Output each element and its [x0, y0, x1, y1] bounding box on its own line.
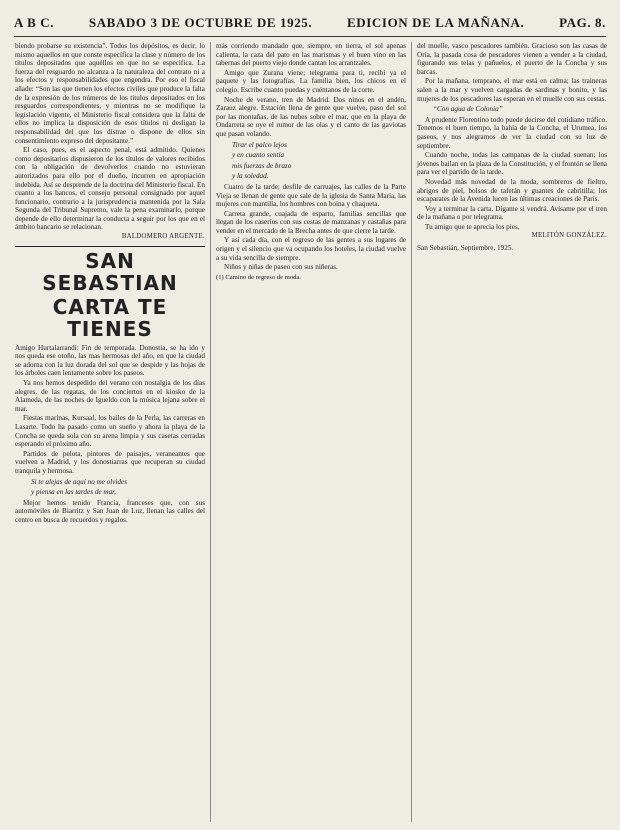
section-divider: [15, 246, 205, 247]
col1-paragraph: Ya nos hemos despedido del verano con nostalgia de los días alegres, de las regatas, de los conciertos en el kiosko de la Alameda, de las noches de Igueldo con la música lejana sobre el mar.: [15, 379, 205, 413]
col2-paragraph: Carreta grande, cuajada de esparto, familias sencillas que llegan de los caseríos con sus cestas de manzanas y castañas para vender en el mercado de la Brecha antes de que cierre la tarde.: [216, 209, 406, 235]
article-headline-city: SAN SEBASTIAN: [42, 248, 178, 295]
author-signature: MELITÓN GONZÁLEZ.: [531, 232, 607, 240]
col2-paragraph: Niños y niñas de paseo con sus niñeras.: [224, 263, 338, 272]
col2-paragraph: Amigo que Zurana viene; telegrama para ti, recibí ya el paquete y las fotografías. La familia bien, los chicos en el colegio. Escribe cuanto puedas y cuéntanos de la corte.: [216, 68, 406, 94]
col3-paragraph: Por la mañana, temprano, el mar está en calma; las traineras salen a la mar y vuelven cargadas de sardinas y bonito, y las mujeres de los pescadores las esperan en el muelle con sus cestas.: [417, 77, 607, 103]
verse-line: mis fuerzas de brazo: [232, 161, 292, 170]
col3-paragraph: Voy a terminar la carta. Dígame si vendrá. Avísame por el tren de la mañana o por telegrama.: [417, 204, 607, 222]
col1-paragraph: Partidos de pelota, pintores de paisajes, veraneantes que vuelven a Madrid, y los donostiarras que recuperan su ciudad tranquila y hermosa.: [15, 449, 205, 475]
col3-paragraph: Cuando noche, todas las campanas de la ciudad suenan; los jóvenes bailan en la plaza de la Constitución, y el frontón se llena para ver el partido de la tarde.: [417, 151, 607, 177]
header-edition: EDICION DE LA MAÑANA.: [347, 15, 525, 30]
col2-paragraph: Cuatro de la tarde; desfile de carruajes, las calles de la Parte Vieja se llenan de gente que sale de la iglesia de Santa María, las mujeres con mantilla, los hombres con boina y chaqueta.: [216, 182, 406, 209]
article-headline-title: CARTA TE TIENES: [52, 294, 168, 341]
col3-paragraph: del muelle, vasco pescadores también. Gracioso son las casas de Oria, la pasada cosa de pescadores vienen a vender a la ciudad, figurando sus telas y pañuelos, el puerto de la Concha y sus barcas.: [417, 42, 607, 76]
header-paper: A B C.: [14, 15, 55, 30]
verse-line: y en cuanto sentía: [232, 151, 285, 160]
page-header: [14, 10, 606, 37]
col2-paragraph: Noche de verano, tren de Madrid. Dos ninos en el andén, Zarauz alegre. Estación llena de gente que vuelve, paso del sol por las montañas, de las nubes sobre el mar, que en la playa de Ondarreta se oye el rumor de las olas y el canto de las gaviotas que pasan volando.: [216, 95, 406, 138]
col1-paragraph: Fiestas marinas, Kursaal, los bailes de la Perla, las carreras en Lasarte. Todo ha pasado como un sueño y ahora la playa de la Concha se queda sola con su arena limpia y sus casetas cerradas esperando el próximo año.: [15, 414, 205, 449]
header-date: SABADO 3 DE OCTUBRE DE 1925.: [88, 15, 313, 30]
verse-line: Si te alejas de aquí no me olvides: [31, 477, 128, 486]
article-columns: [10, 42, 612, 822]
column-3: [411, 42, 612, 822]
col2-paragraph: Y así cada día, con el regreso de las gentes a sus lugares de origen y el silencio que va ocupando los hoteles, la ciudad vuelve a su vida sencilla de siempre.: [216, 236, 406, 262]
col1-paragraph: biendo probarse su existencia”. Todos los depósitos, es decir, lo mismo aquellos en que conste específica la clase y número de los títulos depositados que aquéllos en que no se especifica. La fuerza del resguardo no alcanza a la naturaleza del contrato ni a los efectos y responsabilidades que engendra. Por eso el fiscal añade: “Son las que tienen los efectos civiles que produce la falta de la expresión de los números de los títulos depositados en los resguardos correspondientes, y mientras no se modifique la legislación vigente, el Ministerio fiscal considera que la falta de ellos no implica la disposición de esos títulos ni desligan la responsabilidad del que los distrae o dispone de ellos sin consentimiento expreso del depositante.”: [15, 42, 205, 145]
verse-line: y la soledad.: [232, 172, 269, 181]
verse-line: Tirar el palco lejos: [232, 140, 287, 149]
col3-paragraph: Novedad más novedad de la moda, sombreros de fieltro, abrigos de piel, bolsos de tafetán y guantes de cabritilla; los escaparates de la Avenida lucen las últimas creaciones de París.: [417, 177, 607, 204]
col1-paragraph: El caso, pues, es el aspecto penal, está admitido. Quienes como depositarios dispusieron de los títulos de valores recibidos con la obligación de devolverlos cuando no estuvieran autorizados para ello por el dueño, incurren en apropiación indebida. Así se desprende de la doctrina del Ministerio fiscal. En cuanto a los bancos, el consejo personal consignado por aquel funcionario, contrario a la jurisprudencia mantenida por la Sala Segunda del Tribunal Supremo, vale la pena examinarlo, porque depende de ello determinar la conducta a seguir por los que en el ámbito bancario se relacionan.: [15, 146, 205, 232]
footnote: (1) Camino de regreso de moda.: [216, 273, 301, 281]
dateline: San Sebastián, Septiembre, 1925.: [417, 244, 514, 253]
author-signature: BALDOMERO ARGENTE.: [121, 233, 205, 241]
col2-paragraph: más corriendo mandado que, siempre, en tierra, el sol apenas calienta, la caza del pato en las marismas y el buen vino en las tabernas del puerto viejo donde cantan los arrantzales.: [216, 42, 406, 68]
col1-paragraph: Mejor hemos tenido Francia, franceses que, con sus automóviles de Biarritz y San Juan de Luz, llenan las calles del centro en busca de recuerdos y regalos.: [15, 498, 205, 524]
col3-paragraph: Tu amigo que te aprecia los pies,: [425, 222, 520, 231]
col3-paragraph: A prudente Florentino todo puede decirse del cotidiano tráfico. Tenemos el buen tiempo, la bahía de la Concha, el Urumea, los paseos, y nos alegramos de ver la ciudad con su luz de septiembre.: [417, 115, 607, 150]
quote-line: “Con agua de Colonia”: [433, 105, 503, 114]
column-2: [210, 42, 411, 822]
col1-paragraph: Amigo Hurtalarrandi: Fin de temporada. Donostia, se ha ido y nos queda ese otoño, las mas hermosas del año, en que la ciudad se adorna con la luz dorada del sol que se despide y las hojas de los árboles caen lentamente sobre los paseos.: [15, 343, 205, 378]
header-page: PAG. 8.: [559, 15, 606, 30]
column-1: [10, 42, 210, 822]
verse-line: y piensa en las tardes de mar,: [31, 488, 116, 497]
